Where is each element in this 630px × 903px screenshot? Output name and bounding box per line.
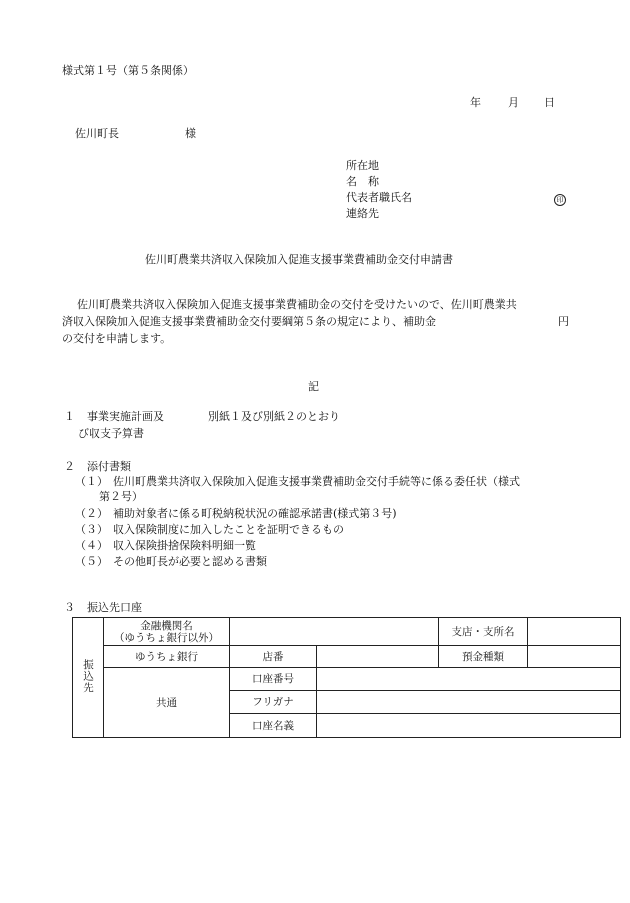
applicant-contact-label: 連絡先 [346, 207, 379, 220]
institution-label: 金融機関名 [140, 619, 193, 632]
applicant-name-label: 名 称 [346, 175, 379, 188]
account-number-field[interactable] [317, 668, 621, 691]
attachment-text-1: 佐川町農業共済収入保険加入促進支援事業費補助金交付手続等に係る委任状（様式 [113, 475, 520, 488]
seal-icon: 印 [554, 194, 566, 206]
bank-account-table [72, 617, 621, 738]
branch-name-field[interactable] [528, 618, 621, 646]
account-name-field[interactable] [317, 714, 621, 738]
body-line-2: 済収入保険加入促進支援事業費補助金交付要綱第５条の規定により、補助金 [62, 315, 436, 328]
ki-label: 記 [308, 380, 319, 393]
attachment-text-4: 収入保険掛捨保険料明細一覧 [113, 539, 256, 552]
attachment-num-1: （１） [75, 475, 108, 488]
store-number-label: 店番 [230, 646, 317, 668]
furigana-field[interactable] [317, 691, 621, 714]
branch-label: 支店・支所名 [439, 618, 528, 646]
common-label: 共通 [104, 668, 230, 738]
institution-name-field[interactable] [230, 618, 439, 646]
seal-mark [554, 192, 566, 206]
section1-label-line2: び収支予算書 [78, 427, 144, 440]
section1-label-line1: 事業実施計画及 [87, 410, 164, 423]
date-year-label: 年 [470, 96, 481, 109]
date-day-label: 日 [544, 96, 555, 109]
payee-side-label: 振込先 [82, 658, 94, 694]
section1-number: １ [64, 410, 75, 423]
store-number-field[interactable] [317, 646, 439, 668]
section3-label: 振込先口座 [87, 601, 142, 614]
furigana-label: フリガナ [230, 691, 317, 714]
institution-sublabel: （ゆうちょ銀行以外） [114, 631, 219, 644]
section3-number: ３ [64, 601, 75, 614]
attachment-num-2: （２） [75, 507, 108, 520]
form-number: 様式第１号（第５条関係） [62, 64, 194, 77]
attachment-text-2: 補助対象者に係る町税納税状況の確認承諾書(様式第３号) [113, 507, 397, 520]
section2-number: ２ [64, 460, 75, 473]
attachment-text-3: 収入保険制度に加入したことを証明できるもの [113, 523, 344, 536]
body-line-1: 佐川町農業共済収入保険加入促進支援事業費補助金の交付を受けたいので、佐川町農業共 [77, 298, 517, 311]
account-name-label: 口座名義 [230, 714, 317, 738]
applicant-address-label: 所在地 [346, 159, 379, 172]
body-line-2-yen: 円 [558, 315, 569, 328]
body-line-3: の交付を申請します。 [62, 332, 172, 345]
addressee: 佐川町長 [75, 127, 119, 140]
payee-side-cell [73, 618, 104, 738]
attachment-text-5: その他町長が必要と認める書類 [113, 555, 267, 568]
attachment-num-4: （４） [75, 539, 108, 552]
deposit-type-label: 預金種類 [439, 646, 528, 668]
attachment-text-1-cont: 第２号） [99, 490, 143, 503]
account-number-label: 口座番号 [230, 668, 317, 691]
section2-label: 添付書類 [87, 460, 131, 473]
attachment-num-3: （３） [75, 523, 108, 536]
deposit-type-field[interactable] [528, 646, 621, 668]
attachment-num-5: （５） [75, 555, 108, 568]
section1-value: 別紙１及び別紙２のとおり [208, 410, 340, 423]
applicant-representative-label: 代表者職氏名 [346, 191, 412, 204]
honorific: 様 [185, 127, 196, 140]
document-title: 佐川町農業共済収入保険加入促進支援事業費補助金交付申請書 [145, 253, 453, 266]
date-month-label: 月 [508, 96, 519, 109]
institution-label-cell [104, 618, 230, 646]
yucho-label: ゆうちょ銀行 [104, 646, 230, 668]
